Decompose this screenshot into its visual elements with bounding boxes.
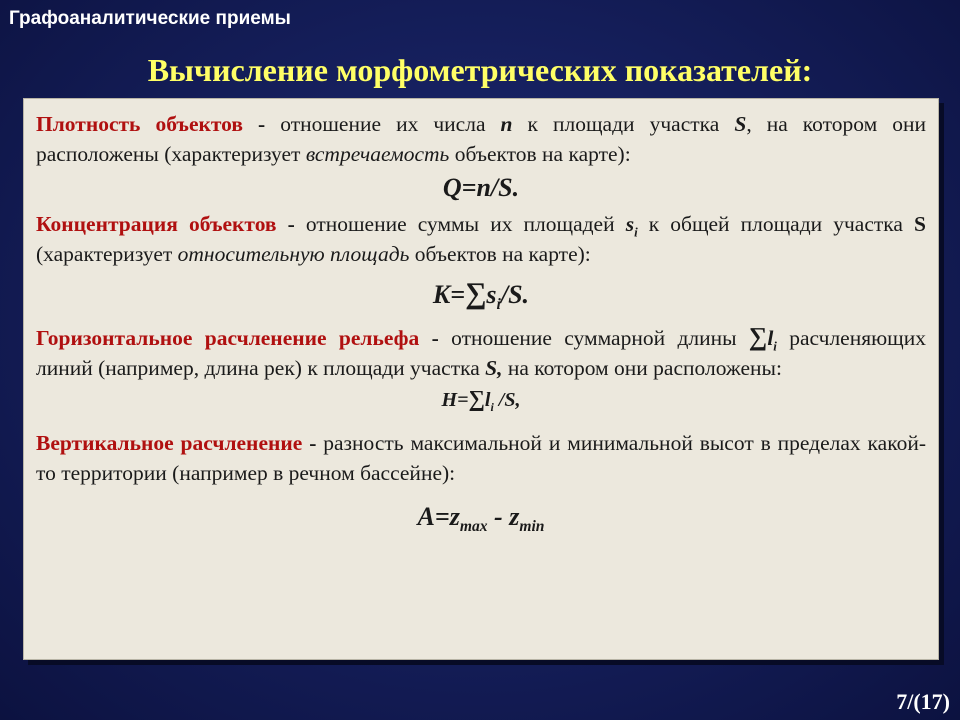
variable-S: S	[734, 112, 747, 136]
dash: -	[431, 326, 439, 350]
definition-concentration	[36, 209, 926, 269]
variable-l: l	[767, 326, 774, 350]
formula-subscript-max: max	[459, 518, 488, 536]
page-number: 7/(17)	[896, 689, 950, 714]
formula-part: l	[484, 389, 491, 411]
text: отношение суммы их площадей	[294, 212, 626, 236]
definition-horizontal-dissection	[36, 322, 926, 383]
formula-subscript: i	[496, 296, 501, 314]
text: объектов на карте):	[409, 242, 591, 266]
slide-header: Графоаналитические приемы	[9, 8, 291, 29]
text: к общей площади участка	[637, 212, 915, 236]
formula-density: Q=n/S.	[442, 173, 520, 202]
variable-s: s	[625, 212, 635, 236]
text: отношение их числа	[265, 112, 501, 136]
formula-part: /S.	[500, 280, 530, 309]
term-concentration: Концентрация объектов	[36, 212, 277, 236]
emphasis: встречаемость	[305, 142, 450, 166]
text: объектов на карте):	[449, 142, 631, 166]
variable-S: S,	[485, 356, 503, 380]
definition-density	[36, 109, 926, 169]
text: к площади участка	[512, 112, 735, 136]
sum-symbol-icon: ∑	[748, 322, 768, 351]
formula-part: s	[486, 280, 497, 309]
emphasis: относительную площадь	[177, 242, 410, 266]
dash: -	[258, 112, 266, 136]
formula-part: /S,	[493, 389, 521, 411]
sum-symbol-icon: ∑	[468, 386, 485, 411]
formula-vertical-dissection	[36, 500, 926, 534]
content-panel	[23, 98, 939, 660]
formula-part: A=z	[417, 502, 460, 531]
variable-S: S	[914, 212, 927, 236]
formula-part: H=	[441, 389, 469, 411]
subscript-i: i	[773, 339, 777, 354]
definition-vertical-dissection	[36, 428, 926, 488]
formula-subscript: i	[490, 400, 494, 414]
text: на котором они расположены:	[502, 356, 782, 380]
formula-part: K=	[432, 280, 466, 309]
formula-horizontal-dissection	[36, 385, 926, 414]
sum-symbol-icon: ∑	[465, 277, 487, 310]
formula-concentration	[36, 277, 926, 312]
slide-title: Вычисление морфометрических показателей:	[147, 52, 813, 88]
variable-n: n	[500, 112, 513, 136]
formula-subscript-min: min	[519, 518, 545, 536]
dash: -	[287, 212, 295, 236]
dash: -	[309, 431, 317, 455]
term-vertical-dissection: Вертикальное расчленение	[36, 431, 303, 455]
text: отношение суммарной длины	[438, 326, 749, 350]
term-horizontal-dissection: Горизонтальное расчленение рельефа	[36, 326, 420, 350]
text: расчленяющих линий (например, длина рек) к площади участка	[36, 326, 926, 380]
text: (характеризует	[36, 242, 178, 266]
text: , на котором они расположены (характеризует	[36, 112, 926, 166]
formula-part: - z	[487, 502, 520, 531]
term-density: Плотность объектов	[36, 112, 243, 136]
subscript-i: i	[634, 225, 638, 240]
text: разность максимальной и минимальной высот в пределах какой-то территории (например в речном бассейне):	[36, 431, 926, 485]
